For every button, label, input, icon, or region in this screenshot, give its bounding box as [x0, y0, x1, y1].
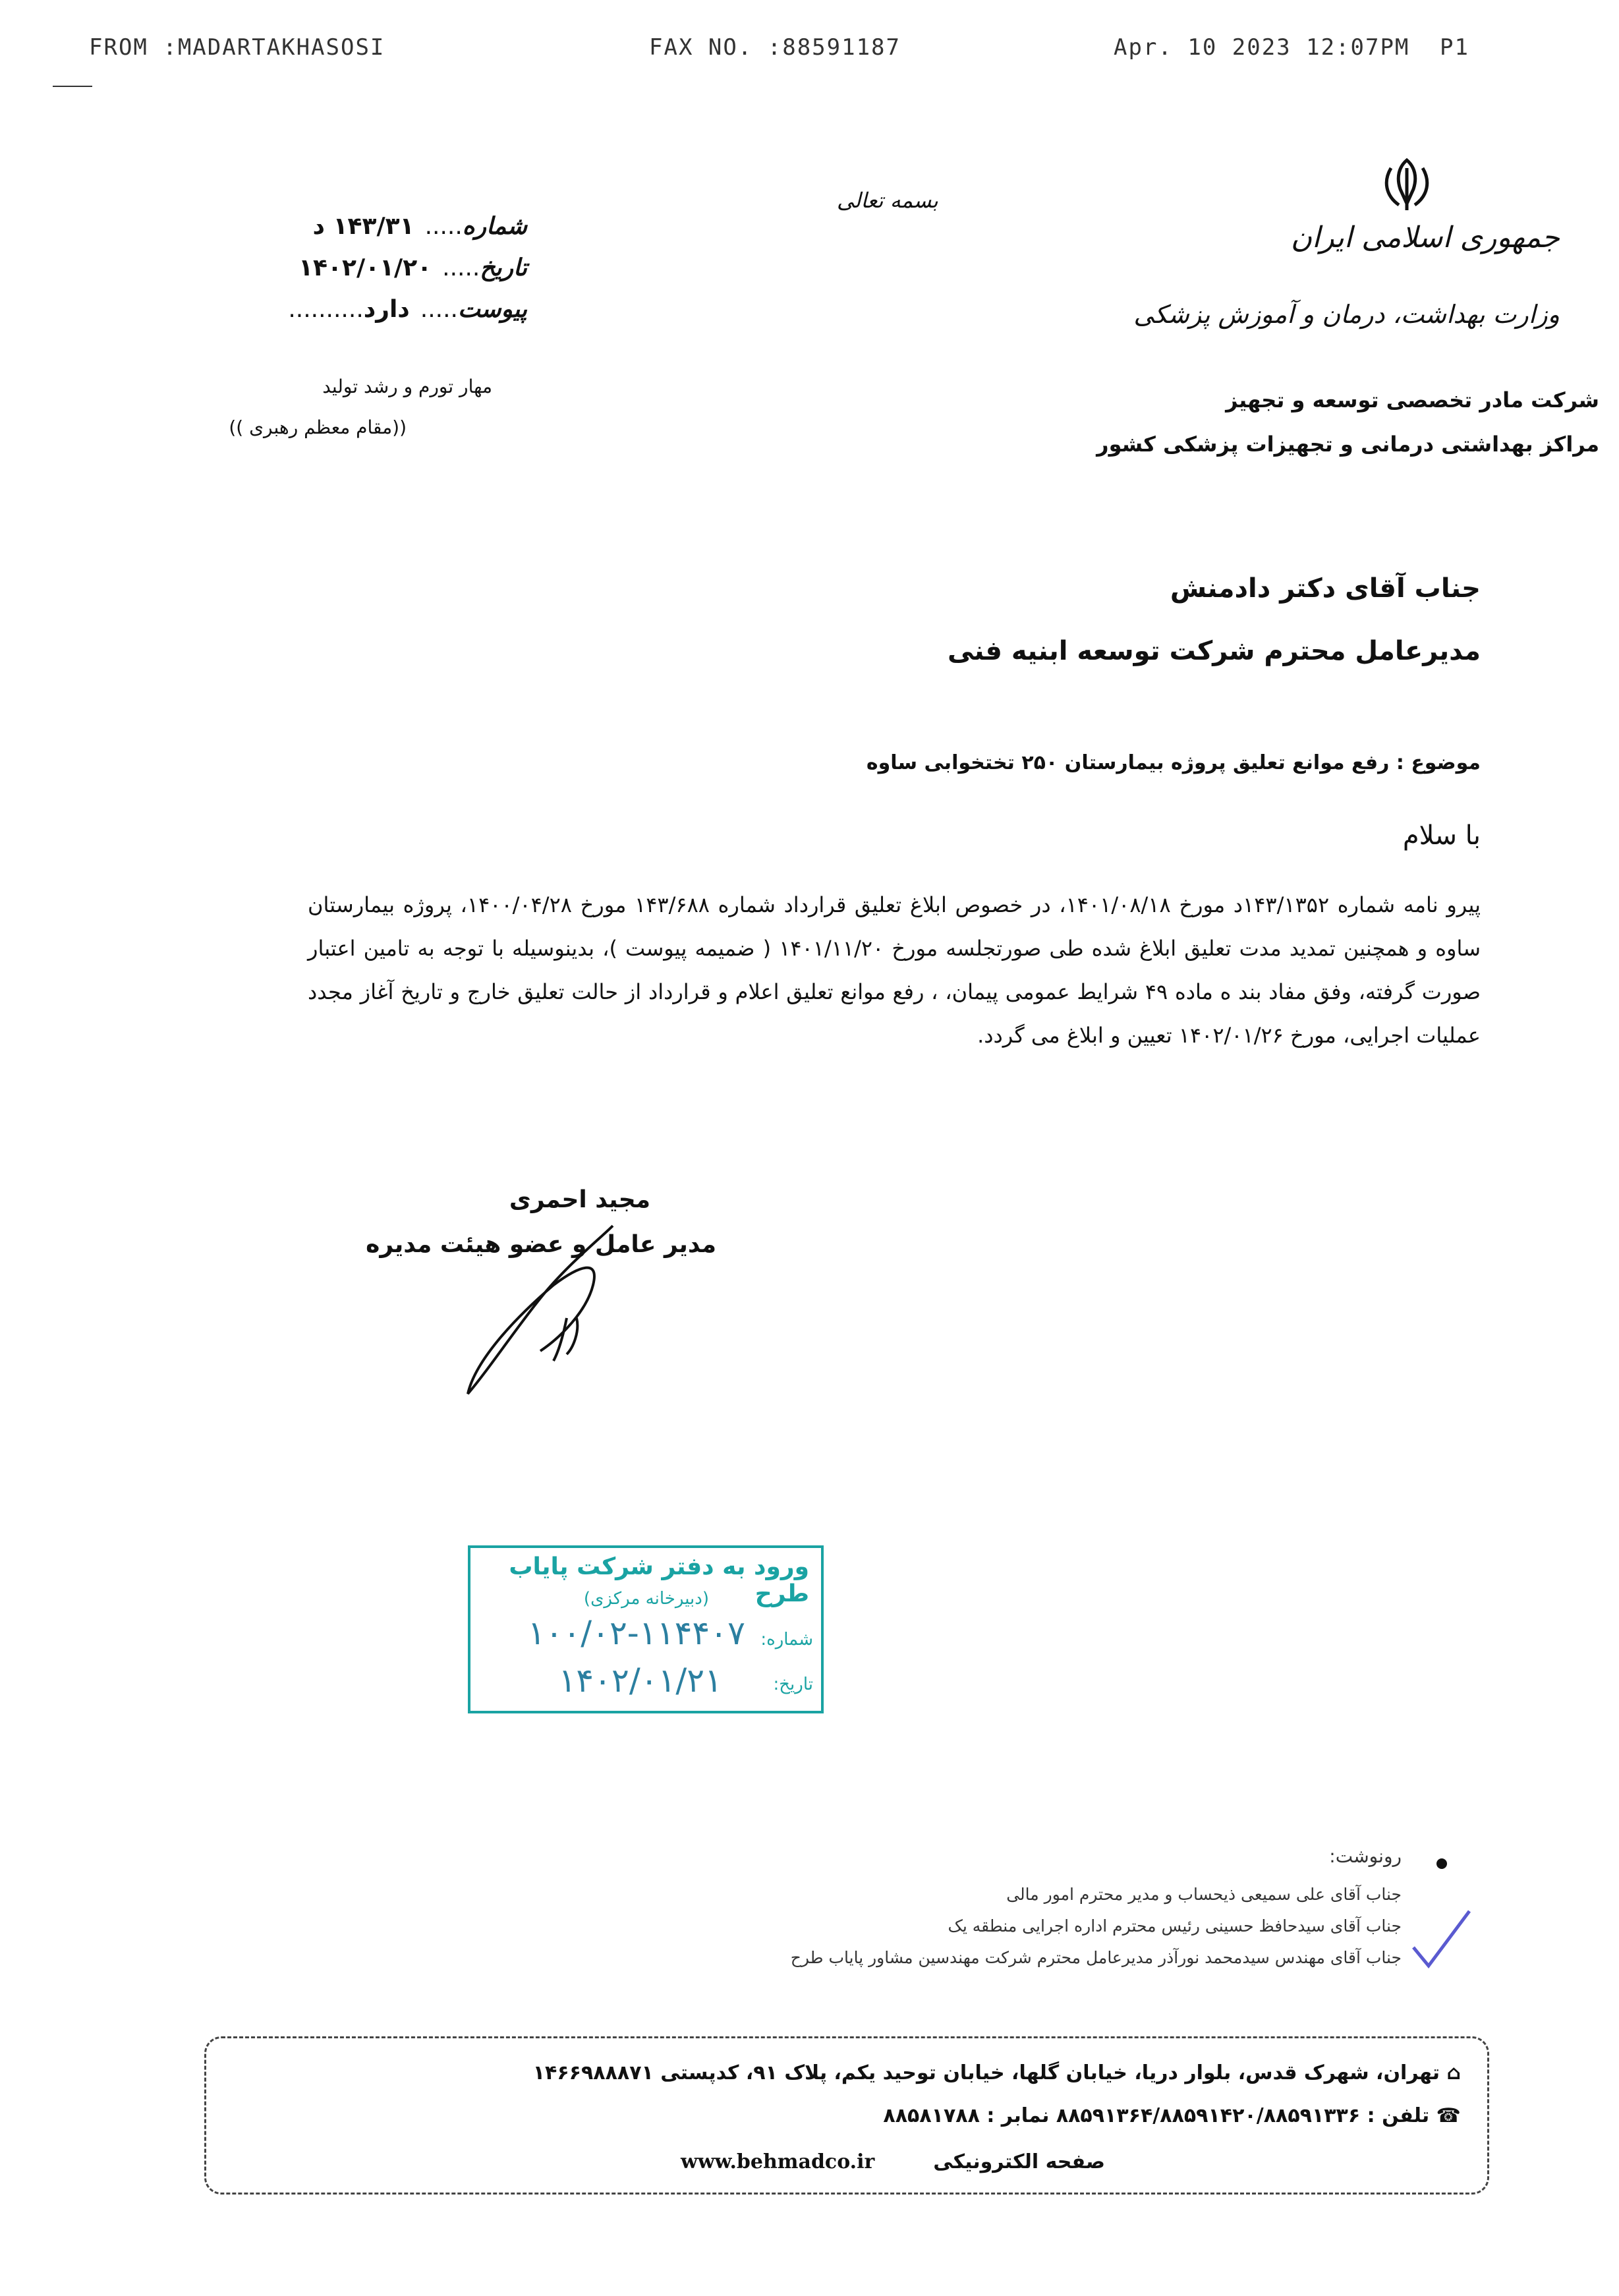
- cc-heading: رونوشت:: [1329, 1845, 1402, 1867]
- cc-item: جناب آقای علی سمیعی ذیحساب و مدیر محترم امور مالی: [1006, 1885, 1402, 1904]
- footer-phone: [883, 2104, 1461, 2127]
- addressee-line2: مدیرعامل محترم شرکت توسعه ابنیه فنی: [947, 636, 1481, 666]
- company-name-line2: مراکز بهداشتی درمانی و تجهیزات پزشکی کشور: [1096, 432, 1599, 457]
- addressee-line1: جناب آقای دکتر دادمنش: [1170, 573, 1481, 604]
- fax-page: P1: [1440, 34, 1469, 61]
- handwritten-signature: [448, 1219, 619, 1404]
- stamp-title: ورود به دفتر شرکت پایاب طرح: [509, 1553, 809, 1607]
- fax-datetime: Apr. 10 2023 12:07PM: [1114, 34, 1410, 61]
- ministry-name: وزارت بهداشت، درمان و آموزش پزشکی: [1133, 300, 1560, 329]
- cc-item: جناب آقای سیدحافظ حسینی رئیس محترم اداره اجرایی منطقه یک: [948, 1916, 1402, 1936]
- slogan-line1: مهار تورم و رشد تولید: [322, 376, 492, 397]
- ref-date-row: [264, 254, 527, 281]
- ref-dots: .....: [424, 213, 463, 240]
- iran-emblem-icon: [1380, 155, 1433, 214]
- ref-attachment-value: دارد: [363, 296, 410, 323]
- checkmark-icon: [1410, 1908, 1473, 1970]
- ref-dots: .....: [420, 296, 458, 323]
- footer-address: [533, 2061, 1461, 2084]
- bullet-icon: [1436, 1858, 1447, 1869]
- company-name-line1: شرکت مادر تخصصی توسعه و تجهیز: [1226, 387, 1599, 413]
- stamp-subtitle: (دبیرخانه مرکزی): [583, 1589, 709, 1609]
- greeting: با سلام: [1402, 820, 1481, 851]
- footer-address-text: تهران، شهرک قدس، بلوار دریا، خیابان گلها، خیابان توحید یکم، پلاک ۹۱، کدپستی ۱۴۶۶۹۸۸۸۷۱: [532, 2061, 1440, 2084]
- location-icon: ⌂: [1440, 2061, 1461, 2084]
- registration-stamp: [468, 1545, 824, 1713]
- footer-web-label: صفحه الکترونیکی: [933, 2150, 1105, 2173]
- signatory-title: مدیر عامل و عضو هیئت مدیره: [366, 1231, 716, 1258]
- ref-number-label: شماره: [462, 212, 527, 240]
- fax-mark-line: [53, 86, 92, 87]
- stamp-number-value: ۱۰۰/۰۲-۱۱۴۴۰۷: [527, 1614, 745, 1652]
- country-name: جمهوری اسلامی ایران: [1290, 221, 1560, 254]
- phone-icon: ☎: [1429, 2104, 1461, 2127]
- signatory-name: مجید احمری: [509, 1186, 650, 1213]
- ref-attachment-row: [264, 295, 527, 323]
- ref-dots: ..........: [288, 296, 364, 323]
- stamp-date-label: تاریخ:: [773, 1675, 813, 1694]
- ref-attachment-label: پیوست: [458, 295, 527, 323]
- letter-body: پیرو نامه شماره ۱۴۳/۱۳۵۲د مورخ ۱۴۰۱/۰۸/۱۸، در خصوص ابلاغ تعلیق قرارداد شماره ۱۴۳/۶۸۸ مورخ ۱۴۰۰/۰۴/۲۸، پروژه بیمارستان ساوه و همچنین تمدید مدت تعلیق ابلاغ شده طی صورتجلسه مورخ ۱۴۰۱/۱۱/۲۰ ( ضمیمه پیوست )، بدینوسیله با توجه به تامین اعتبار صورت گرفته، وفق مفاد بند ه ماده ۴۹ شرایط عمومی پیمان، ، رفع موانع تعلیق اعلام و قرارداد از حالت تعلیق خارج و تاریخ آغاز مجدد عملیات اجرایی، مورخ ۱۴۰۲/۰۱/۲۶ تعیین و ابلاغ می گردد.: [308, 892, 1481, 1048]
- slogan-line2: ((مقام معظم رهبری )): [229, 416, 407, 438]
- ref-date-label: تاریخ: [480, 254, 527, 281]
- ref-date-value: ۱۴۰۲/۰۱/۲۰: [298, 254, 432, 281]
- footer-phone-text: تلفن : ۸۸۵۹۱۳۶۴/۸۸۵۹۱۴۲۰/۸۸۵۹۱۳۳۶ نمابر : ۸۸۵۸۱۷۸۸: [883, 2104, 1430, 2127]
- subject: موضوع : رفع موانع تعلیق پروژه بیمارستان ۲۵۰ تختخوابی ساوه: [866, 751, 1481, 774]
- stamp-number-label: شماره:: [760, 1630, 813, 1650]
- cc-item: جناب آقای مهندس سیدمحمد نورآذر مدیرعامل محترم شرکت مهندسین مشاور پایاب طرح: [790, 1948, 1402, 1967]
- stamp-date-value: ۱۴۰۲/۰۱/۲۱: [558, 1661, 722, 1700]
- ref-number-value: ۱۴۳/۳۱ د: [312, 213, 414, 240]
- fax-from: FROM :MADARTAKHASOSI: [89, 34, 385, 61]
- footer-box: [204, 2036, 1489, 2195]
- footer-website[interactable]: www.behmadco.ir: [681, 2150, 875, 2173]
- invocation: بسمه تعالی: [837, 188, 938, 213]
- ref-dots: .....: [442, 254, 480, 281]
- ref-number-row: [264, 212, 527, 240]
- fax-number: FAX NO. :88591187: [649, 34, 901, 61]
